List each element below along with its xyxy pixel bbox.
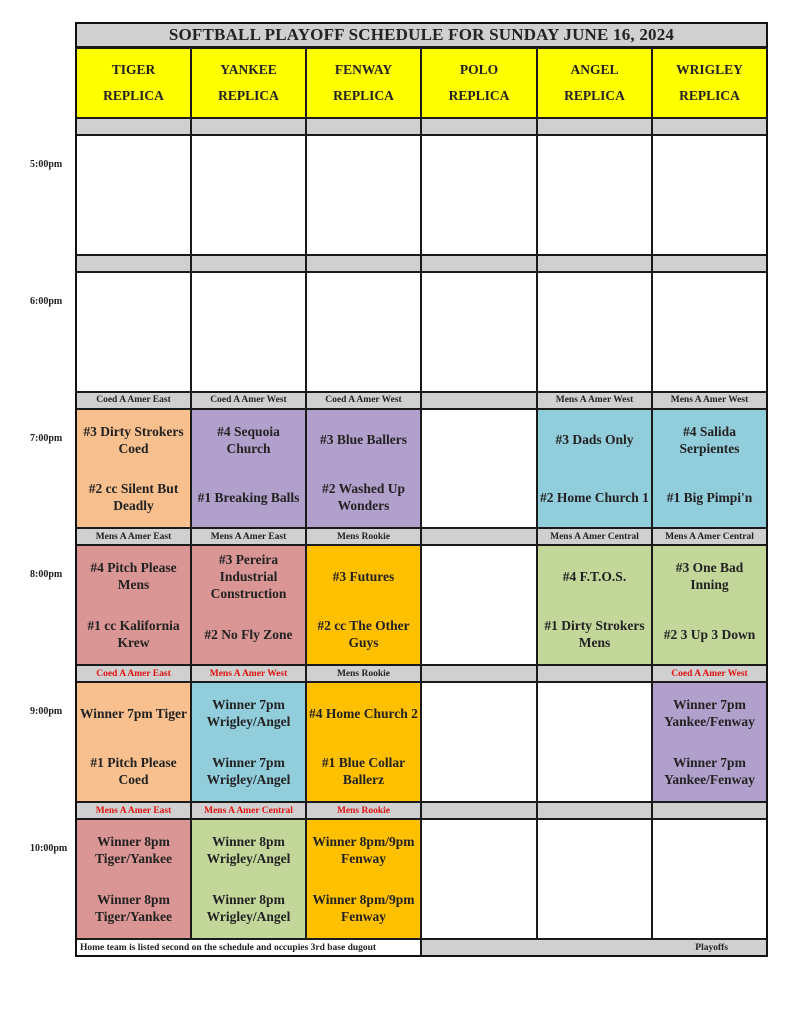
division-label: Mens Rookie	[306, 802, 421, 819]
field-sub: REPLICA	[448, 88, 510, 103]
home-team: #1 cc Kalifornia Krew	[87, 618, 180, 651]
division-label	[421, 255, 537, 272]
division-label: Mens A Amer East	[76, 528, 191, 545]
division-label	[421, 528, 537, 545]
division-label: Coed A Amer East	[76, 392, 191, 409]
field-name: YANKEE	[220, 62, 277, 77]
division-label	[306, 118, 421, 135]
empty-cell	[537, 819, 652, 939]
division-label	[421, 118, 537, 135]
empty-cell	[421, 135, 537, 255]
empty-cell	[652, 272, 767, 392]
empty-cell	[652, 819, 767, 939]
division-label	[652, 802, 767, 819]
home-team: #1 Breaking Balls	[197, 489, 300, 505]
field-name: FENWAY	[334, 62, 393, 77]
empty-cell	[76, 272, 191, 392]
division-label	[537, 255, 652, 272]
schedule-title: SOFTBALL PLAYOFF SCHEDULE FOR SUNDAY JUNE 16, 2024	[75, 22, 768, 48]
empty-cell	[191, 272, 306, 392]
empty-cell	[537, 135, 652, 255]
away-team: Winner 8pm Wrigley/Angel	[206, 834, 291, 866]
home-team: #1 Blue Collar Ballerz	[321, 754, 406, 787]
home-team: #2 No Fly Zone	[204, 626, 293, 642]
game-cell	[191, 819, 306, 939]
game-cell	[76, 819, 191, 939]
field-name: POLO	[459, 62, 499, 77]
away-team: #3 Dirty Strokers Coed	[83, 423, 184, 456]
away-team: #3 One Bad Inning	[675, 560, 744, 593]
game-cell	[191, 682, 306, 802]
home-team: Winner 7pm Yankee/Fenway	[664, 754, 755, 787]
away-team: #3 Blue Ballers	[320, 432, 407, 448]
time-label: 5:00pm	[30, 159, 63, 170]
division-label	[537, 118, 652, 135]
game-cell	[191, 545, 306, 665]
division-label: Mens A Amer Central	[652, 528, 767, 545]
home-team: #1 Dirty Strokers Mens	[544, 618, 645, 651]
field-name: ANGEL	[570, 62, 619, 77]
division-label	[537, 665, 652, 682]
field-header-polo	[421, 48, 537, 118]
division-label: Mens A Amer East	[191, 528, 306, 545]
home-team: #1 Big Pimpi'n	[666, 489, 753, 505]
field-name: WRIGLEY	[676, 62, 743, 77]
away-team: Winner 7pm Tiger	[79, 705, 188, 721]
empty-cell	[537, 272, 652, 392]
division-label	[652, 118, 767, 135]
home-team: #1 Pitch Please Coed	[90, 754, 177, 787]
division-label	[421, 665, 537, 682]
field-sub: REPLICA	[333, 88, 394, 103]
division-label: Mens A Amer West	[537, 392, 652, 409]
division-label	[306, 255, 421, 272]
away-team: #4 Sequoia Church	[217, 423, 280, 456]
field-name: TIGER	[111, 62, 156, 77]
home-team: Winner 8pm/9pm Fenway	[312, 891, 415, 924]
game-cell	[537, 545, 652, 665]
empty-cell	[421, 409, 537, 529]
empty-cell	[191, 135, 306, 255]
division-label	[421, 802, 537, 819]
empty-cell	[421, 272, 537, 392]
away-team: #4 F.T.O.S.	[562, 568, 627, 584]
field-header-fenway	[306, 48, 421, 118]
time-label: 9:00pm	[30, 706, 63, 718]
game-cell	[652, 682, 767, 802]
field-header-angel	[537, 48, 652, 118]
division-label: Mens A Amer East	[76, 802, 191, 819]
footer-label: Playoffs	[421, 939, 767, 957]
division-label: Mens A Amer West	[652, 392, 767, 409]
division-label	[76, 118, 191, 135]
home-team: #2 Washed Up Wonders	[321, 481, 406, 514]
empty-cell	[76, 135, 191, 255]
footer-note: Home team is listed second on the schedule and occupies 3rd base dugout	[76, 939, 421, 957]
time-label: 10:00pm	[30, 843, 68, 854]
division-label: Mens A Amer Central	[191, 802, 306, 819]
empty-cell	[652, 135, 767, 255]
division-label	[652, 255, 767, 272]
division-label	[191, 255, 306, 272]
home-team: #2 3 Up 3 Down	[663, 626, 756, 642]
empty-cell	[306, 272, 421, 392]
home-team: #2 Home Church 1	[540, 489, 649, 505]
game-cell	[76, 409, 191, 529]
game-cell	[76, 682, 191, 802]
division-label	[191, 118, 306, 135]
empty-cell	[421, 545, 537, 665]
division-label: Mens A Amer West	[191, 665, 306, 682]
away-team: Winner 8pm Tiger/Yankee	[95, 834, 172, 866]
game-cell	[537, 409, 652, 529]
home-team: #2 cc The Other Guys	[317, 618, 410, 651]
field-header-yankee	[191, 48, 306, 118]
time-label: 6:00pm	[30, 295, 63, 307]
game-cell	[306, 682, 421, 802]
field-header-tiger	[76, 48, 191, 118]
field-sub: REPLICA	[564, 88, 625, 103]
away-team: Winner 8pm/9pm Fenway	[312, 834, 415, 866]
time-label: 8:00pm	[30, 569, 63, 581]
division-label	[76, 255, 191, 272]
away-team: Winner 7pm Yankee/Fenway	[664, 697, 755, 730]
game-cell	[306, 819, 421, 939]
game-cell	[652, 409, 767, 529]
field-sub: REPLICA	[679, 88, 740, 103]
field-header-wrigley	[652, 48, 767, 118]
division-label: Mens Rookie	[306, 528, 421, 545]
field-sub: REPLICA	[218, 88, 279, 103]
division-label: Coed A Amer West	[306, 392, 421, 409]
away-team: #3 Dads Only	[555, 432, 634, 448]
home-team: Winner 8pm Tiger/Yankee	[95, 891, 172, 924]
empty-cell	[537, 682, 652, 802]
division-label: Mens Rookie	[306, 665, 421, 682]
away-team: #3 Futures	[332, 568, 395, 584]
game-cell	[652, 545, 767, 665]
home-team: #2 cc Silent But Deadly	[88, 481, 179, 514]
away-team: #4 Home Church 2	[309, 705, 418, 721]
division-label	[421, 392, 537, 409]
game-cell	[76, 545, 191, 665]
game-cell	[306, 409, 421, 529]
division-label	[537, 802, 652, 819]
away-team: #4 Salida Serpientes	[679, 423, 740, 456]
division-label: Coed A Amer East	[76, 665, 191, 682]
away-team: #4 Pitch Please Mens	[90, 560, 177, 593]
home-team: Winner 8pm Wrigley/Angel	[206, 891, 291, 924]
time-label: 7:00pm	[30, 432, 63, 444]
division-label: Coed A Amer West	[652, 665, 767, 682]
division-label: Mens A Amer Central	[537, 528, 652, 545]
division-label: Coed A Amer West	[191, 392, 306, 409]
field-sub: REPLICA	[103, 88, 164, 103]
empty-cell	[421, 819, 537, 939]
away-team: Winner 7pm Wrigley/Angel	[206, 697, 291, 730]
empty-cell	[306, 135, 421, 255]
game-cell	[191, 409, 306, 529]
away-team: #3 Pereira Industrial Construction	[210, 551, 287, 601]
home-team: Winner 7pm Wrigley/Angel	[206, 754, 291, 787]
empty-cell	[421, 682, 537, 802]
game-cell	[306, 545, 421, 665]
